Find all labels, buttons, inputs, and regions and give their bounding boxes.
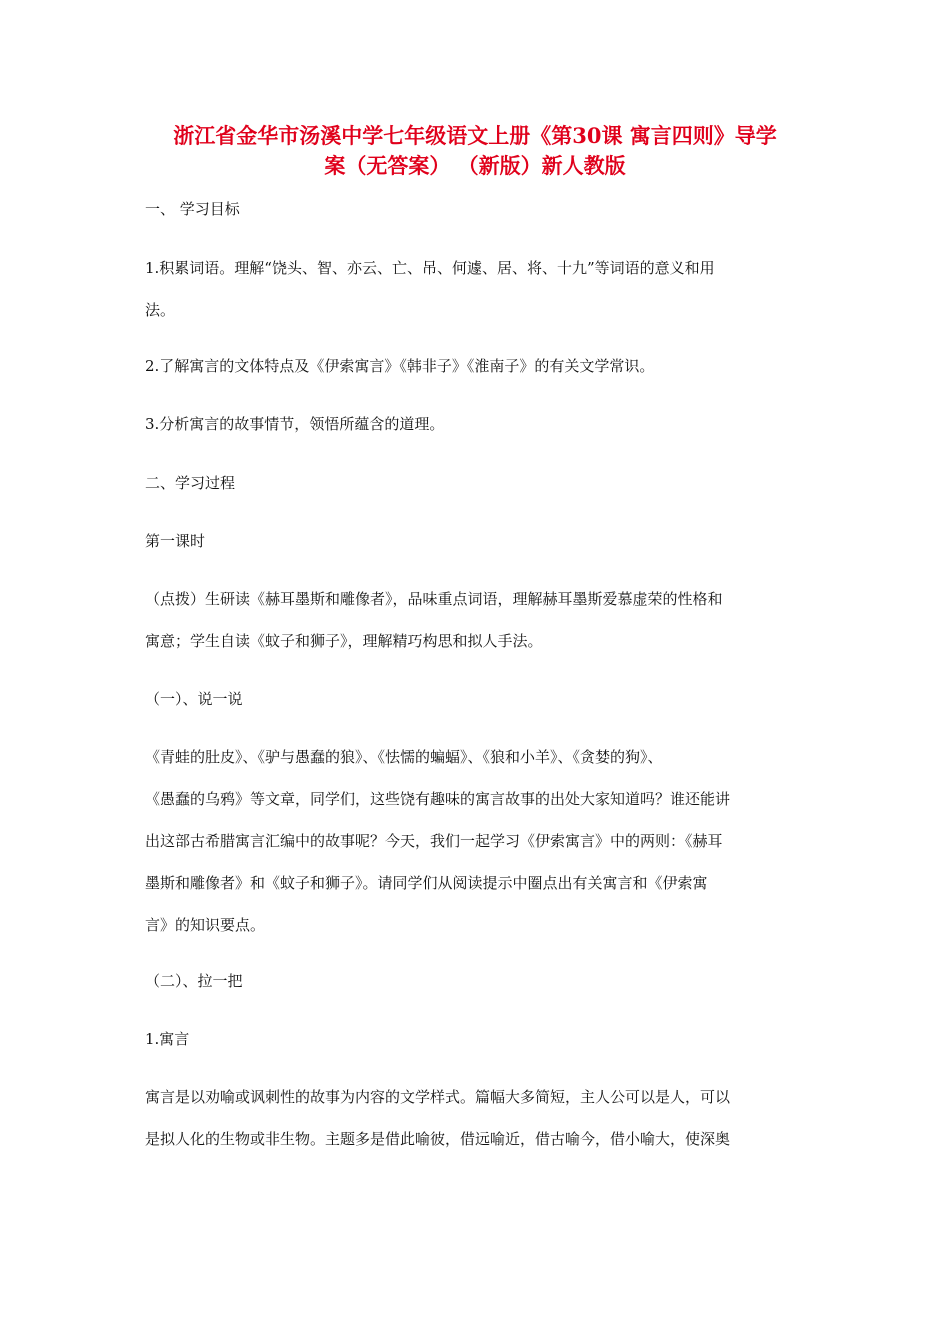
goal-1-paragraph [145, 247, 805, 331]
part-1-heading: （一）、说一说 [145, 690, 243, 708]
goal-1-line-2: 法。 [145, 301, 176, 319]
document-title [140, 121, 810, 181]
fable-definition-line-2: 是拟人化的生物或非生物。主题多是借此喻彼，借远喻近，借古喻今，借小喻大，使深奥 [145, 1130, 731, 1148]
lesson-label: 第一课时 [145, 532, 206, 550]
part-1-line-5: 言》的知识要点。 [145, 916, 266, 934]
goal-3-paragraph: 3.分析寓言的故事情节，领悟所蕴含的道理。 [145, 415, 445, 433]
section-heading-learning-process: 二、学习过程 [145, 474, 236, 492]
title-line-1: 浙江省金华市汤溪中学七年级语文上册《第30课 寓言四则》导学 [173, 123, 777, 148]
guide-line-2: 寓意；学生自读《蚊子和狮子》，理解精巧构思和拟人手法。 [145, 632, 543, 650]
fable-definition-paragraph [145, 1076, 805, 1160]
part-1-line-2: 《愚蠢的乌鸦》等文章，同学们，这些饶有趣味的寓言故事的出处大家知道吗？谁还能讲 [145, 790, 731, 808]
goal-2-paragraph: 2.了解寓言的文体特点及《伊索寓言》《韩非子》《淮南子》的有关文学常识。 [145, 357, 655, 375]
part-1-line-1: 《青蛙的肚皮》、《驴与愚蠢的狼》、《怯懦的蝙蝠》、《狼和小羊》、《贪婪的狗》、 [145, 748, 663, 766]
part-1-paragraph [145, 736, 805, 946]
title-line-2: 案（无答案） （新版）新人教版 [324, 153, 626, 178]
section-heading-learning-goals: 一、 学习目标 [145, 200, 240, 218]
part-2-heading: （二）、拉一把 [145, 972, 243, 990]
guide-line-1: （点拨）生研读《赫耳墨斯和雕像者》，品味重点词语，理解赫耳墨斯爱慕虚荣的性格和 [145, 590, 723, 608]
part-1-line-4: 墨斯和雕像者》和《蚊子和狮子》。请同学们从阅读提示中圈点出有关寓言和《伊索寓 [145, 874, 708, 892]
goal-1-line-1: 1.积累词语。理解“饶头、智、亦云、亡、吊、何遽、居、将、十九”等词语的意义和用 [145, 259, 715, 277]
guide-paragraph [145, 578, 805, 662]
fable-definition-line-1: 寓言是以劝喻或讽刺性的故事为内容的文学样式。篇幅大多简短，主人公可以是人，可以 [145, 1088, 731, 1106]
item-1-heading: 1.寓言 [145, 1030, 190, 1048]
part-1-line-3: 出这部古希腊寓言汇编中的故事呢？今天，我们一起学习《伊索寓言》中的两则：《赫耳 [145, 832, 723, 850]
